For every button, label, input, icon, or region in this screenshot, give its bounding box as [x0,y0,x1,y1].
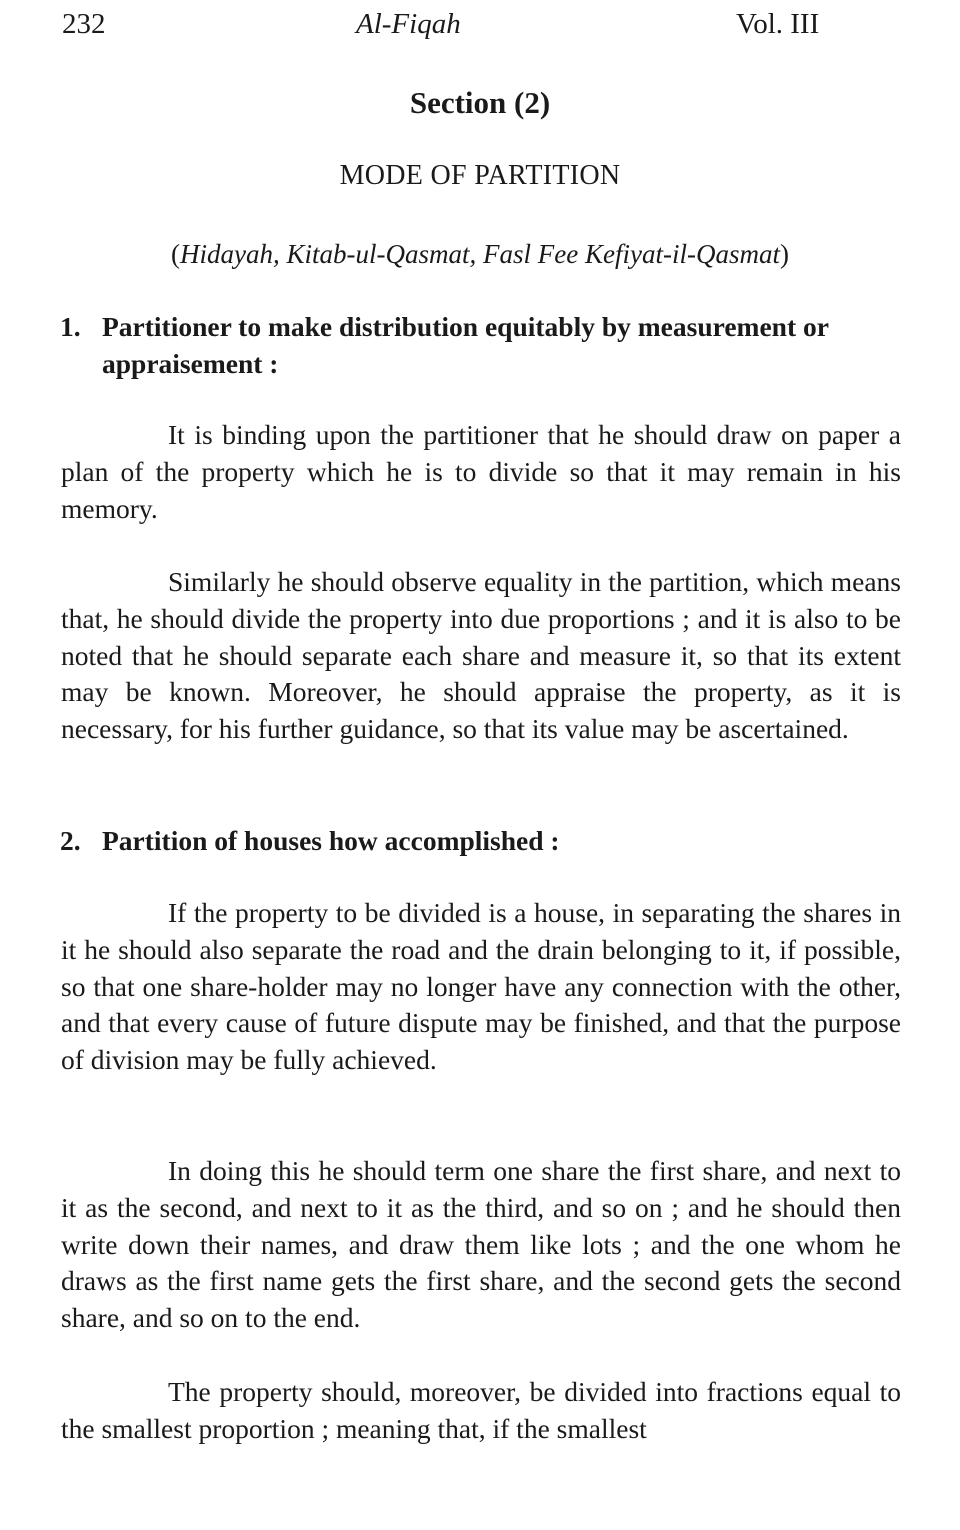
rule-1-paragraph-1: It is binding upon the partitioner that he should draw on paper a plan of the property which he is to divide so that it may remain in his memory. [61,419,901,524]
rule-1-paragraph-2: Similarly he should observe equality in the partition, which means that, he should divide the property into due proportions ; and it is also to be noted that he should separate each share and measure it, so that its extent may be known. Moreover, he should appraise the property, as it is necessary, for his further guidance, so that its value may be ascertained. [61,566,901,745]
rule-2-paragraph-3: The property should, moreover, be divided into fractions equal to the smallest proportion ; meaning that, if the smallest [61,1376,901,1444]
book-title: Al-Fiqah [356,8,461,40]
page-number: 232 [62,8,106,40]
citation-open-paren: ( [171,239,181,269]
section-heading: Section (2) [409,85,551,120]
rule-1-heading [60,308,920,382]
chapter-title: MODE OF PARTITION [339,160,621,191]
rule-2-heading [60,822,920,859]
citation-close-paren: ) [779,239,789,269]
rule-1-number: 1. [60,311,81,342]
rule-2-paragraph-1: If the property to be divided is a house, in separating the shares in it he should also separate the road and the drain belonging to it, if possible, so that one share-holder may no longer have any connection with the other, and that every cause of future dispute may be finished, and that the purpose of division may be fully achieved. [61,897,901,1076]
rule-2-paragraph-2: In doing this he should term one share the first share, and next to it as the second, and next to it as the third, and so on ; and he should then write down their names, and draw them like lots ; and the one whom he draws as the first name gets the first share, and the second gets the second share, and so on to the end. [61,1155,901,1334]
rule-2-heading-text: Partition of houses how accomplished : [102,825,560,856]
source-citation [0,236,960,272]
rule-1-heading-text: Partitioner to make distribution equitably by measurement or appraisement : [102,311,829,379]
citation-text: Hidayah, Kitab-ul-Qasmat, Fasl Fee Kefiyat-il-Qasmat [180,239,780,269]
volume-label: Vol. III [736,8,820,40]
rule-2-number: 2. [60,825,81,856]
